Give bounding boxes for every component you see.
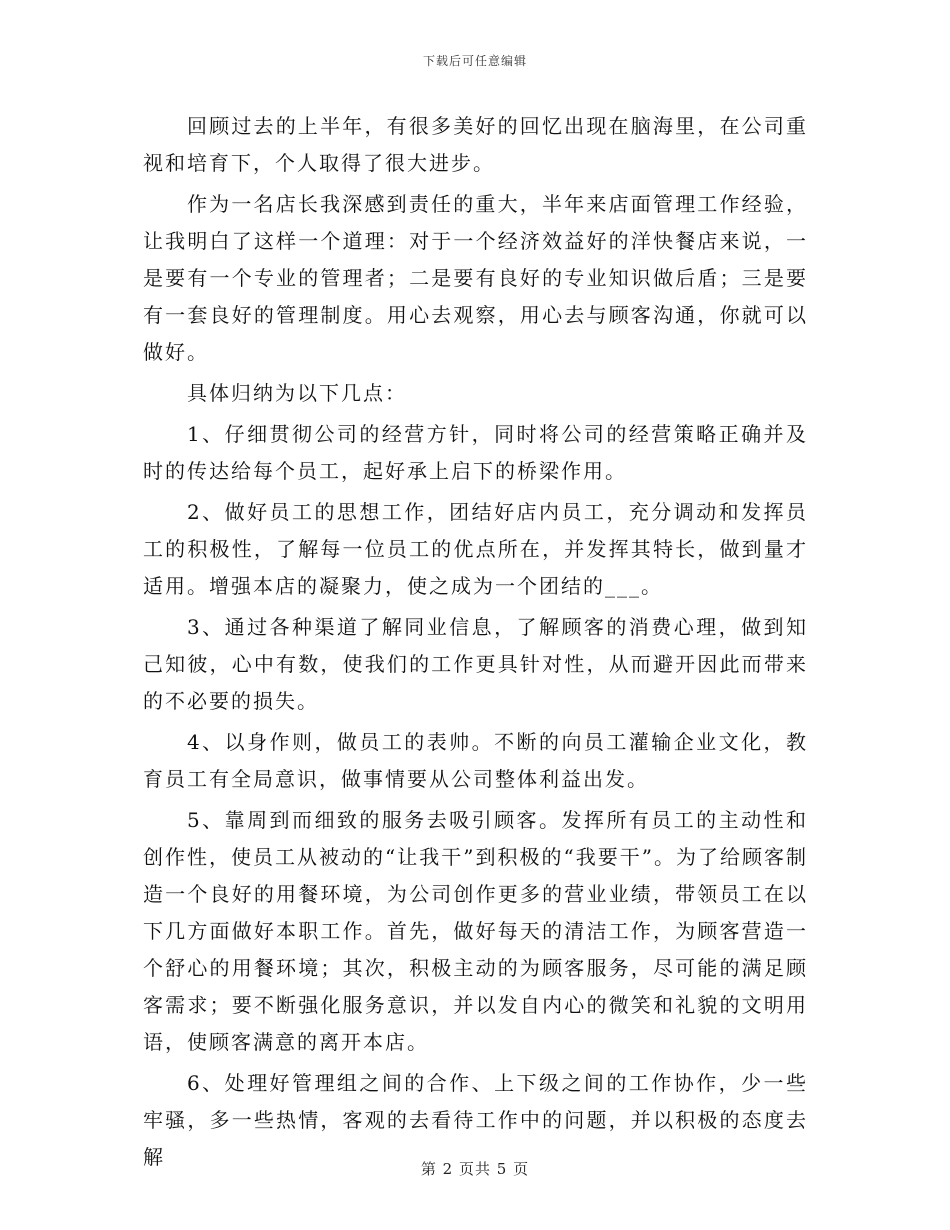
paragraph-intro: 回顾过去的上半年，有很多美好的回忆出现在脑海里，在公司重视和培育下，个人取得了很大进步。 xyxy=(143,114,808,175)
page-number: 第 2 页共 5 页 xyxy=(420,1160,530,1178)
paragraph-manager-experience: 作为一名店长我深感到责任的重大，半年来店面管理工作经验，让我明白了这样一个道理：对于一个经济效益好的洋快餐店来说，一是要有一个专业的管理者；二是要有良好的专业知识做后盾；三是要有一套良好的管理制度。用心去观察，用心去与顾客沟通，你就可以做好。 xyxy=(143,192,808,364)
paragraph-point-5: 5、靠周到而细致的服务去吸引顾客。发挥所有员工的主动性和创作性，使员工从被动的“让我干”到积极的“我要干”。为了给顾客制造一个良好的用餐环境，为公司创作更多的营业业绩，带领员工在以下几方面做好本职工作。首先，做好每天的清洁工作，为顾客营造一个舒心的用餐环境；其次，积极主动的为顾客服务，尽可能的满足顾客需求；要不断强化服务意识，并以发自内心的微笑和礼貌的文明用语，使顾客满意的离开本店。 xyxy=(143,808,808,1054)
paragraph-point-4: 4、以身作则，做员工的表帅。不断的向员工灌输企业文化，教育员工有全局意识，做事情要从公司整体利益出发。 xyxy=(143,730,808,791)
document-body xyxy=(143,108,808,1180)
paragraph-summary-heading: 具体归纳为以下几点： xyxy=(187,381,407,405)
paragraph-point-6: 6、处理好管理组之间的合作、上下级之间的工作协作，少一些牢骚，多一些热情，客观的去看待工作中的问题，并以积极的态度去解 xyxy=(143,1071,808,1169)
paragraph-point-3: 3、通过各种渠道了解同业信息，了解顾客的消费心理，做到知己知彼，心中有数，使我们的工作更具针对性，从而避开因此而带来的不必要的损失。 xyxy=(143,615,808,713)
page-header-note: 下载后可任意编辑 xyxy=(422,54,527,68)
paragraph-point-2: 2、做好员工的思想工作，团结好店内员工，充分调动和发挥员工的积极性，了解每一位员工的优点所在，并发挥其特长，做到量才适用。增强本店的凝聚力，使之成为一个团结的___。 xyxy=(143,500,808,598)
paragraph-point-1: 1、仔细贯彻公司的经营方针，同时将公司的经营策略正确并及时的传达给每个员工，起好承上启下的桥梁作用。 xyxy=(143,422,808,483)
